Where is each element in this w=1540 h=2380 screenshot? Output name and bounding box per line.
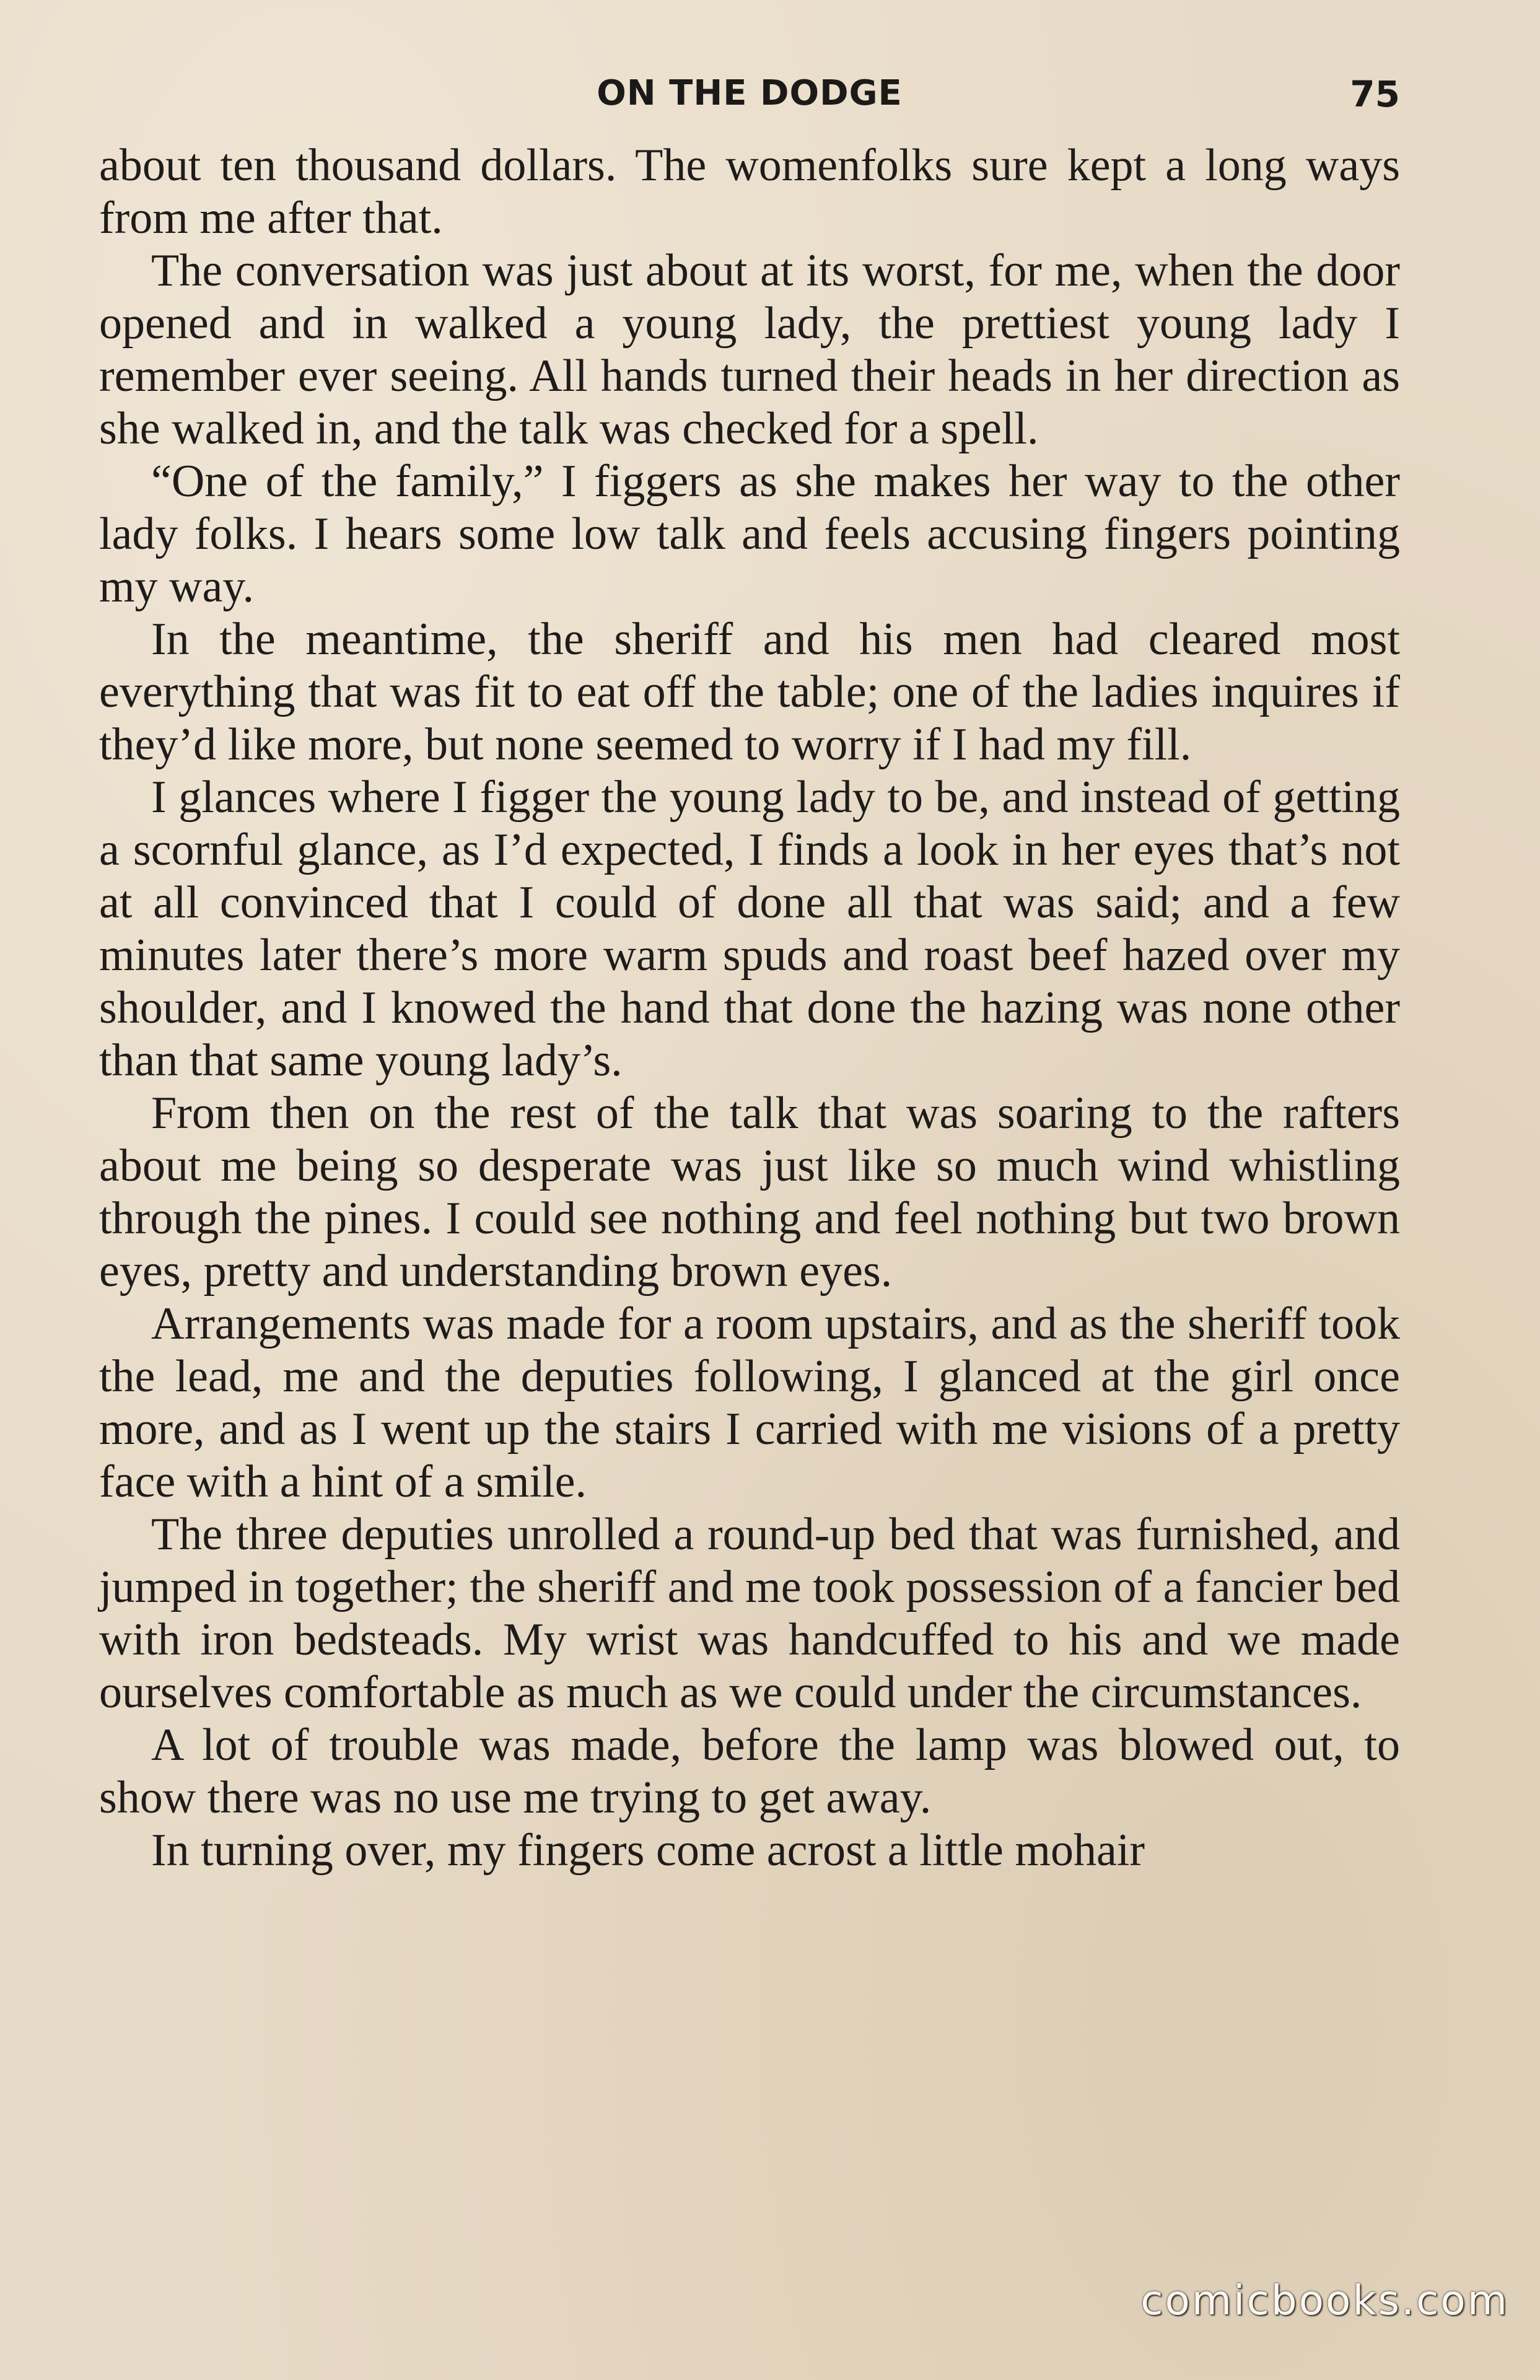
paragraph: From then on the rest of the talk that was soaring to the rafters about me being so desperate was just like so much wind whistling through the pines. I could see nothing and feel nothing but two brown eyes, pretty and understanding brown eyes. [99,1088,1400,1297]
paragraph: The three deputies unrolled a round-up bed that was furnished, and jumped in together; the sheriff and me took possession of a fancier bed with iron bedsteads. My wrist was handcuffed to his and we made ourselves comfortable as much as we could under the circumstances. [99,1509,1400,1718]
paragraph: I glances where I figger the young lady to be, and instead of getting a scornful glance, as I’d expected, I finds a look in her eyes that’s not at all convinced that I could of done all that was said; and a few minutes later there’s more warm spuds and roast beef hazed over my shoulder, and I knowed the hand that done the hazing was none other than that same young lady’s. [99,772,1400,1086]
page-number: 75 [1350,73,1400,115]
running-title: ON THE DODGE [597,73,903,113]
paragraph: “One of the family,” I figgers as she makes her way to the other lady folks. I hears some low talk and feels accusing fingers pointing my way. [99,456,1400,612]
paragraph: In turning over, my fingers come acrost a little mohair [151,1825,1145,1876]
paragraph: The conversation was just about at its worst, for me, when the door opened and in walked a young lady, the prettiest young lady I remember ever seeing. All hands turned their heads in her direction as she walked in, and the talk was checked for a spell. [99,245,1400,454]
paragraph: A lot of trouble was made, before the lamp was blowed out, to show there was no use me trying to get away. [99,1720,1400,1823]
watermark: comicbooks.com [1140,2277,1509,2324]
paragraph: Arrangements was made for a room upstairs, and as the sheriff took the lead, me and the deputies following, I glanced at the girl once more, and as I went up the stairs I carried with me visions of a pretty face with a hint of a smile. [99,1298,1400,1507]
paragraph-continued: about ten thousand dollars. The womenfolks sure kept a long ways from me after that. [99,140,1400,243]
running-header [99,73,1400,123]
body-text [99,139,1400,1877]
paragraph: In the meantime, the sheriff and his men had cleared most everything that was fit to eat off the table; one of the ladies inquires if they’d like more, but none seemed to worry if I had my fill. [99,614,1400,770]
